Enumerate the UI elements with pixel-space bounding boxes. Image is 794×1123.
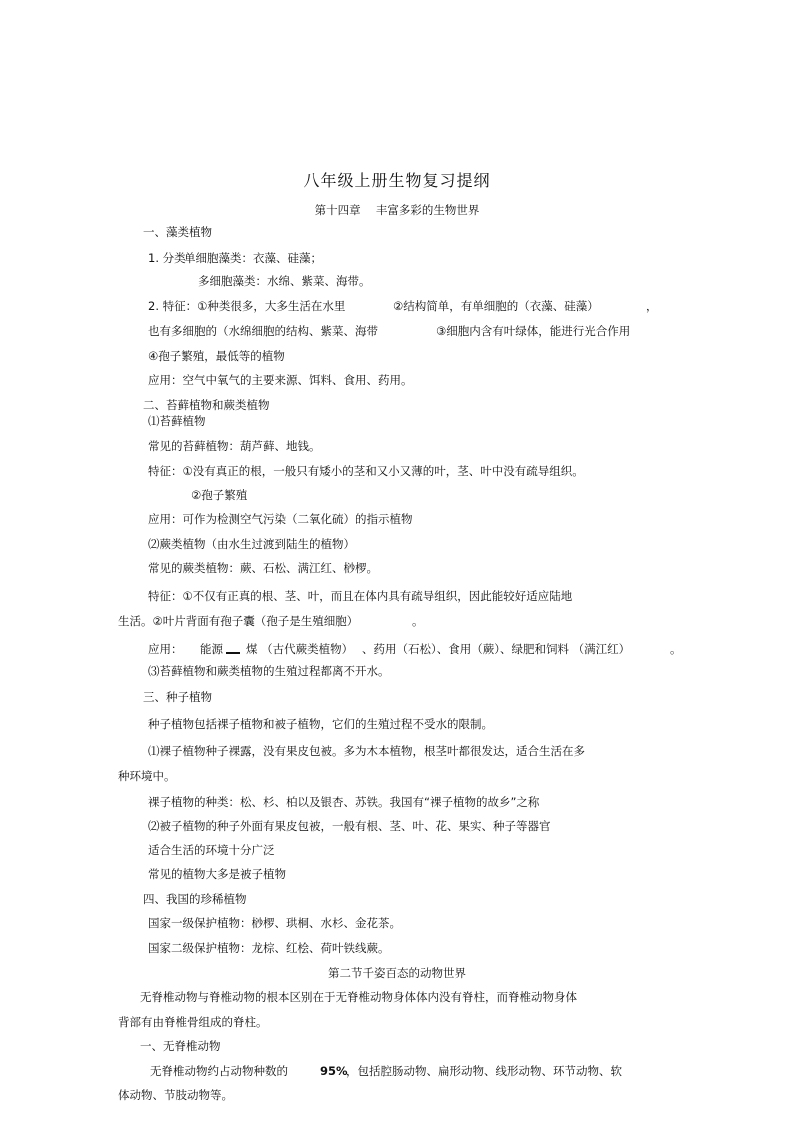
moss-common: 常见的苔藓植物：葫芦藓、地钱。 <box>148 439 321 453</box>
invertebrate-percent: 95% <box>320 1064 348 1078</box>
gymnosperm-line-2: 种环境中。 <box>118 769 176 783</box>
invertebrate-line-1a: 无脊椎动物约占动物种数的 <box>150 1064 288 1078</box>
section-heading-algae: 一、藻类植物 <box>143 225 212 239</box>
chapter-heading: 第十四章 丰富多彩的生物世界 <box>314 203 480 217</box>
invertebrate-line-1b: ，包括腔肠动物、扁形动物、线形动物、环节动物、软 <box>346 1064 622 1078</box>
section-heading-moss-fern: 二、苔藓植物和蕨类植物 <box>143 398 270 412</box>
seed-intro: 种子植物包括裸子植物和被子植物，它们的生殖过程不受水的限制。 <box>148 717 493 731</box>
section-heading-invertebrate: 一、无脊椎动物 <box>140 1039 221 1053</box>
invertebrate-line-2: 体动物、节肢动物等。 <box>118 1088 233 1102</box>
algae-features-2b: ③细胞内含有叶绿体，能进行光合作用 <box>436 324 631 338</box>
algae-application: 应用：空气中氧气的主要来源、饵料、食用、药用。 <box>148 373 413 387</box>
algae-features-2a: 也有多细胞的（水绵细胞的结构、紫菜、海带 <box>148 324 378 338</box>
algae-multicellular: 多细胞藻类：水绵、紫菜、海带。 <box>198 274 371 288</box>
angiosperm-line-2: 适合生活的环境十分广泛 <box>148 843 275 857</box>
section-heading-rare: 四、我国的珍稀植物 <box>143 892 247 906</box>
rare-level-1: 国家一级保护植物：桫椤、珙桐、水杉、金花茶。 <box>148 916 401 930</box>
angiosperm-line-1: ⑵被子植物的种子外面有果皮包被，一般有根、茎、叶、花、果实、种子等器官 <box>148 819 551 833</box>
fern-app-coal: 煤 （古代蕨类植物） <box>246 642 354 656</box>
moss-subheading: ⑴苔藓植物 <box>148 414 206 428</box>
dash-line <box>226 652 240 654</box>
rare-level-2: 国家二级保护植物：龙棕、红桧、荷叶铁线蕨。 <box>148 941 390 955</box>
animal-intro-2: 背部有由脊椎骨组成的脊柱。 <box>118 1015 268 1029</box>
algae-features-1a: 2. 特征：①种类很多，大多生活在水里 <box>148 299 346 313</box>
animal-intro-1: 无脊椎动物与脊椎动物的根本区别在于无脊椎动物身体体内没有脊柱，而脊椎动物身体 <box>140 990 577 1004</box>
section-heading-seed: 三、种子植物 <box>143 690 212 704</box>
algae-features-1c: ， <box>646 299 658 313</box>
fern-app-energy: 能源 <box>200 642 223 656</box>
moss-fern-note: ⑶苔藓植物和蕨类植物的生殖过程都离不开水。 <box>148 664 390 678</box>
moss-application: 应用：可作为检测空气污染（二氧化硫）的指示植物 <box>148 512 413 526</box>
fern-feature-1: 特征：①不仅有正真的根、茎、叶，而且在体内具有疏导组织，因此能较好适应陆地 <box>148 589 573 603</box>
fern-app-uses: 、药用（石松）、食用（蕨）、绿肥和饲料 （满江红） <box>362 642 631 656</box>
fern-common: 常见的蕨类植物：蕨、石松、满江红、桫椤。 <box>148 561 378 575</box>
algae-unicellular: 单细胞藻类：衣藻、硅藻； <box>184 251 322 265</box>
algae-features-1b: ②结构简单，有单细胞的（衣藻、硅藻） <box>393 299 599 313</box>
fern-app-label: 应用： <box>148 642 183 656</box>
fern-feature-2a: 生活。②叶片背面有孢子囊（孢子是生殖细胞） <box>118 614 359 628</box>
fern-subheading: ⑵蕨类植物（由水生过渡到陆生的植物） <box>148 537 355 551</box>
moss-feature-2: ②孢子繁殖 <box>191 488 248 502</box>
fern-app-end: 。 <box>670 642 682 656</box>
algae-features-3: ④孢子繁殖，最低等的植物 <box>148 349 285 363</box>
gymnosperm-types: 裸子植物的种类：松、杉、柏以及银杏、苏铁。我国有“裸子植物的故乡”之称 <box>148 795 540 809</box>
fern-feature-2b: 。 <box>412 614 424 628</box>
section-2-heading: 第二节千姿百态的动物世界 <box>328 966 466 980</box>
gymnosperm-line-1: ⑴裸子植物种子裸露，没有果皮包被。多为木本植物，根茎叶都很发达，适合生活在多 <box>148 744 585 758</box>
angiosperm-line-3: 常见的植物大多是被子植物 <box>148 867 286 881</box>
algae-classify-label: 1. 分类 <box>148 251 186 265</box>
moss-feature-1: 特征：①没有真正的根，一般只有矮小的茎和又小又薄的叶，茎、叶中没有疏导组织。 <box>148 464 584 478</box>
page-title: 八年级上册生物复习提纲 <box>303 171 491 190</box>
